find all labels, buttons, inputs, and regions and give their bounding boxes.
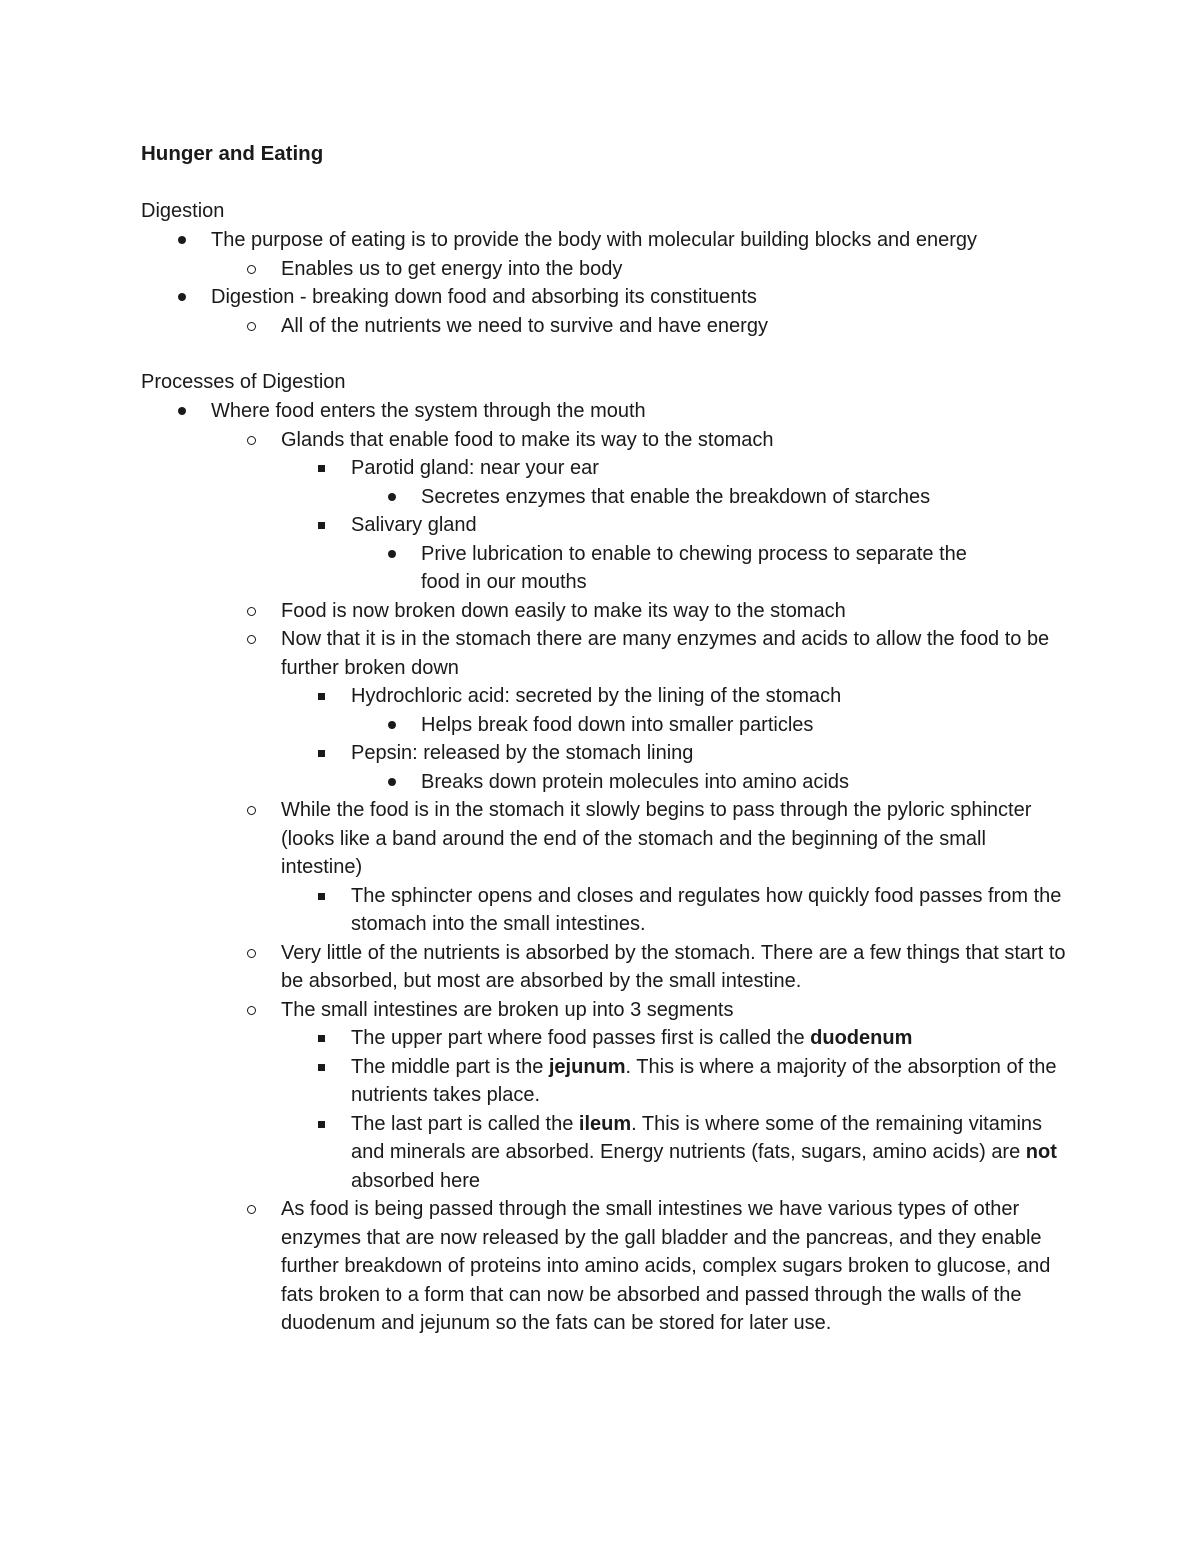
bullet-circle-icon [246,625,262,653]
bullet-circle-icon [246,255,262,283]
list-item: The sphincter opens and closes and regulates how quickly food passes from the stomach into the small intestines. [281,882,1071,939]
list-item: Digestion - breaking down food and absorbing its constituents All of the nutrients we need to survive and have energy [141,283,1071,340]
list-item: The upper part where food passes first is called the duodenum [281,1024,1071,1053]
bullet-square-icon [316,1024,332,1052]
bullet-square-icon [316,1053,332,1081]
bullet-circle-icon [246,996,262,1024]
bullet-circle-icon [246,796,262,824]
emphasis-not: not [1025,1141,1057,1163]
list-item: Pepsin: released by the stomach lining Breaks down protein molecules into amino acids [281,739,1071,796]
bullet-dot-icon [386,768,402,796]
term-ileum: ileum [578,1112,632,1135]
list-item: Very little of the nutrients is absorbed by the stomach. There are a few things that start to be absorbed, but most are absorbed by the small intestine. [211,939,1071,996]
list-item: Helps break food down into smaller particles [351,711,1071,740]
list-item: Hydrochloric acid: secreted by the lining of the stomach Helps break food down into smaller particles [281,682,1071,739]
bullet-dot-icon [386,711,402,739]
term-jejunum: jejunum [548,1055,626,1078]
processes-list [141,397,1071,1338]
list-item: Food is now broken down easily to make its way to the stomach [211,597,1071,626]
bullet-square-icon [316,682,332,710]
bullet-square-icon [316,454,332,482]
bullet-square-icon [316,511,332,539]
list-item: Prive lubrication to enable to chewing process to separate the food in our mouths [351,540,1071,597]
list-item: Parotid gland: near your ear Secretes enzymes that enable the breakdown of starches [281,454,1071,511]
bullet-circle-icon [246,1195,262,1223]
bullet-circle-icon [246,597,262,625]
document-content [141,139,1071,1338]
list-item: Salivary gland Prive lubrication to enable to chewing process to separate the food in our mouths [281,511,1071,597]
digestion-list [141,226,1071,340]
bullet-circle-icon [246,312,262,340]
bullet-circle-icon [246,426,262,454]
bullet-circle-icon [246,939,262,967]
bullet-square-icon [316,882,332,910]
list-item: Enables us to get energy into the body [211,255,1071,284]
bullet-dot-icon [386,540,402,568]
list-item: The middle part is the jejunum. This is where a majority of the absorption of the nutrients takes place. [281,1053,1071,1110]
list-item: The last part is called the ileum. This is where some of the remaining vitamins and minerals are absorbed. Energy nutrients (fats, sugars, amino acids) are not absorbed here [281,1110,1071,1196]
bullet-dot-icon [176,283,192,311]
list-item: Glands that enable food to make its way to the stomach Parotid gland: near your ear Secretes enzymes that enable the breakdown of starches Salivary gland Prive lubrication to enable to chewing process to separate the food in our mouths [211,426,1071,597]
page-title: Hunger and Eating [141,142,324,165]
list-item: All of the nutrients we need to survive and have energy [211,312,1071,341]
list-item: The small intestines are broken up into 3 segments The upper part where food passes first is called the duodenum The middle part is the jejunum. This is where a majority of the absorption of the nutrients takes place. The last part is called the ileum. This is where some of the remaining vitamins and minerals are absorbed. Energy nutrients (fats, sugars, amino acids) are not absorbed here [211,996,1071,1196]
list-item: Breaks down protein molecules into amino acids [351,768,1071,797]
section-heading-digestion: Digestion [141,200,225,222]
list-item: The purpose of eating is to provide the body with molecular building blocks and energy Enables us to get energy into the body [141,226,1071,283]
list-item: Now that it is in the stomach there are many enzymes and acids to allow the food to be further broken down Hydrochloric acid: secreted by the lining of the stomach Helps break food down into smaller particles Pepsin: released by the stomach lining Breaks down protein molecules into amino acids [211,625,1071,796]
bullet-square-icon [316,739,332,767]
bullet-dot-icon [176,397,192,425]
term-duodenum: duodenum [810,1027,913,1049]
bullet-square-icon [316,1110,332,1138]
list-item: As food is being passed through the small intestines we have various types of other enzymes that are now released by the gall bladder and the pancreas, and they enable further breakdown of proteins into amino acids, complex sugars broken to glucose, and fats broken to a form that can now be absorbed and passed through the walls of the duodenum and jejunum so the fats can be stored for later use. [211,1195,1071,1338]
list-item: While the food is in the stomach it slowly begins to pass through the pyloric sphincter (looks like a band around the end of the stomach and the beginning of the small intestine) The sphincter opens and closes and regulates how quickly food passes from the stomach into the small intestines. [211,796,1071,939]
section-heading-processes: Processes of Digestion [141,371,346,393]
list-item: Secretes enzymes that enable the breakdown of starches [351,483,1071,512]
list-item: Where food enters the system through the mouth Glands that enable food to make its way to the stomach Parotid gland: near your ear Secretes enzymes that enable the breakdown of starches Salivary gland Prive lubrication to enable to chewing process to separate the food in our mouths Food is now broken down easily to make its way to the stomach Now that it is in the stomach there are many enzymes and acids to allow the food to be further broken down Hydrochloric acid: secreted by the lining of the stomach Helps break food down into smaller particles Pepsin: released by the stomach lining Breaks down protein molecules into amino acids While the food is in the stomach it slowly begins to pass through the pyloric sphincter (looks like a band around the end of the stomach and the beginning of the small intestine) The sphincter opens and closes and regulates how quickly food passes from the stomach into the small intestines. Very little of the nutrients is absorbed by the stomach. There are a few things that start to be absorbed, but most are absorbed by the small intestine. The small intestines are broken up into 3 segments The upper part where food passes first is called the duodenum The middle part is the jejunum. This is where a majority of the absorption of the nutrients takes place. The last part is called the ileum. This is where some of the remaining vitamins and minerals are absorbed. Energy nutrients (fats, sugars, amino acids) are not absorbed here As food is being passed through the small intestines we have various types of other enzymes that are now released by the gall bladder and the pancreas, and they enable further breakdown of proteins into amino acids, complex sugars broken to glucose, and fats broken to a form that can now be absorbed and passed through the walls of the duodenum and jejunum so the fats can be stored for later use. [141,397,1071,1338]
bullet-dot-icon [386,483,402,511]
bullet-dot-icon [176,226,192,254]
